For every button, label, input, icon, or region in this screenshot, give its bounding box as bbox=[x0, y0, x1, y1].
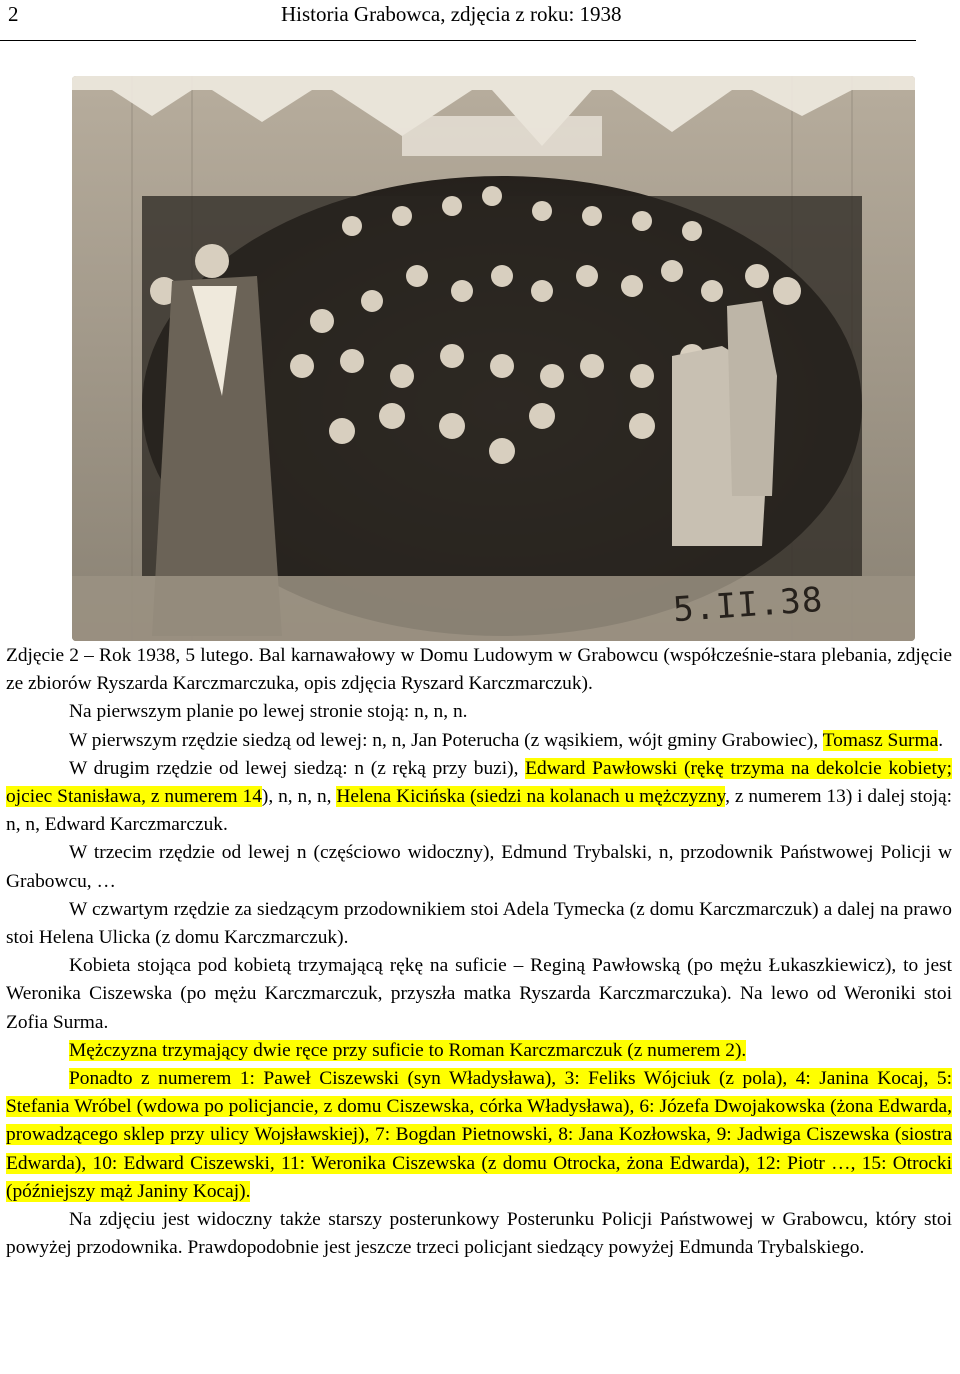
historical-photograph bbox=[72, 76, 915, 641]
photo-caption bbox=[6, 642, 952, 698]
highlighted-text: Tomasz Surma bbox=[822, 729, 939, 751]
text-run: Zdjęcie 2 – Rok 1938, 5 lutego. Bal karnawałowy w Domu Ludowym w Grabowcu (współcześnie-stara plebania, zdjęcie ze zbiorów Ryszarda Karczmarczuka, opis zdjęcia Ryszard Karczmarczuk). bbox=[6, 645, 952, 695]
text-run: . bbox=[938, 729, 944, 751]
paragraph bbox=[6, 952, 952, 1037]
highlighted-text: Edward Pawłowski (rękę trzyma na dekolcie kobiety; ojciec Stanisława, z numerem 14 bbox=[6, 757, 952, 808]
text-run: ), n, n, n, bbox=[261, 786, 337, 808]
paragraph bbox=[6, 1065, 952, 1206]
paragraph bbox=[6, 698, 952, 726]
photo-crowd-illustration bbox=[72, 76, 915, 641]
text-run: W trzecim rzędzie od lewej n (częściowo widoczny), Edmund Trybalski, n, przodownik Państwowej Policji w Grabowcu, … bbox=[6, 842, 952, 892]
text-run: W drugim rzędzie od lewej siedzą: n (z ręką przy buzi), bbox=[69, 757, 526, 779]
text-run: W czwartym rzędzie za siedzącym przodownikiem stoi Adela Tymecka (z domu Karczmarczuk) a dalej na prawo stoi Helena Ulicka (z domu Karczmarczuk). bbox=[6, 898, 952, 949]
paragraph bbox=[6, 1037, 952, 1065]
text-run: Na pierwszym planie po lewej stronie stoją: n, n, n. bbox=[69, 701, 468, 723]
page-header bbox=[0, 0, 960, 44]
header-rule bbox=[0, 40, 916, 41]
page-number: 2 bbox=[8, 2, 19, 26]
document-title: Historia Grabowca, zdjęcia z roku: 1938 bbox=[281, 2, 622, 26]
description-text bbox=[6, 642, 952, 1262]
photo-date-mark: 5.II.38 bbox=[671, 579, 825, 631]
highlighted-text: Helena Kicińska (siedzi na kolanach u mężczyzny bbox=[336, 786, 726, 808]
text-run: , z numerem 13) i dalej stoją: n, n, Edward Karczmarczuk. bbox=[6, 786, 953, 836]
text-run: W pierwszym rzędzie siedzą od lewej: n, n, Jan Poterucha (z wąsikiem, wójt gminy Grabowiec), bbox=[69, 729, 823, 751]
highlighted-text: Ponadto z numerem 1: Paweł Ciszewski (syn Władysława), 3: Feliks Wójciuk (z pola), 4: Janina Kocaj, 5: Stefania Wróbel (wdowa po policjancie, z domu Ciszewska, córka Władysława), 6: Józefa Dwojakowska (żona Edwarda, prowadzącego sklep przy ulicy Wojsławskiej), 7: Bogdan Pietnowski, 8: Jana Kozłowska, 9: Jadwiga Ciszewska (siostra Edwarda), 10: Edward Ciszewski, 11: Weronika Ciszewska (z domu Otrocka, żona Edwarda), 12: Piotr …, 15: Otrocki (późniejszy mąż Janiny Kocaj). bbox=[6, 1068, 952, 1202]
paragraph bbox=[6, 896, 952, 952]
paragraph bbox=[6, 1206, 952, 1262]
text-run: Na zdjęciu jest widoczny także starszy posterunkowy Posterunku Policji Państwowej w Grabowcu, który stoi powyżej przodownika. Prawdopodobnie jest jeszcze trzeci policjant siedzący powyżej Edmunda Trybalskiego. bbox=[6, 1209, 952, 1259]
highlighted-text: Mężczyzna trzymający dwie ręce przy suficie to Roman Karczmarczuk (z numerem 2). bbox=[69, 1039, 747, 1061]
paragraph bbox=[6, 755, 952, 840]
paragraph bbox=[6, 839, 952, 895]
paragraph bbox=[6, 727, 952, 755]
text-run: Kobieta stojąca pod kobietą trzymającą rękę na suficie – Reginą Pawłowską (po mężu Łukaszkiewicz), to jest Weronika Ciszewska (po mężu Karczmarczuk, przyszła matka Ryszarda Karczmarczuka). Na lewo od Weroniki stoi Zofia Surma. bbox=[6, 955, 952, 1033]
